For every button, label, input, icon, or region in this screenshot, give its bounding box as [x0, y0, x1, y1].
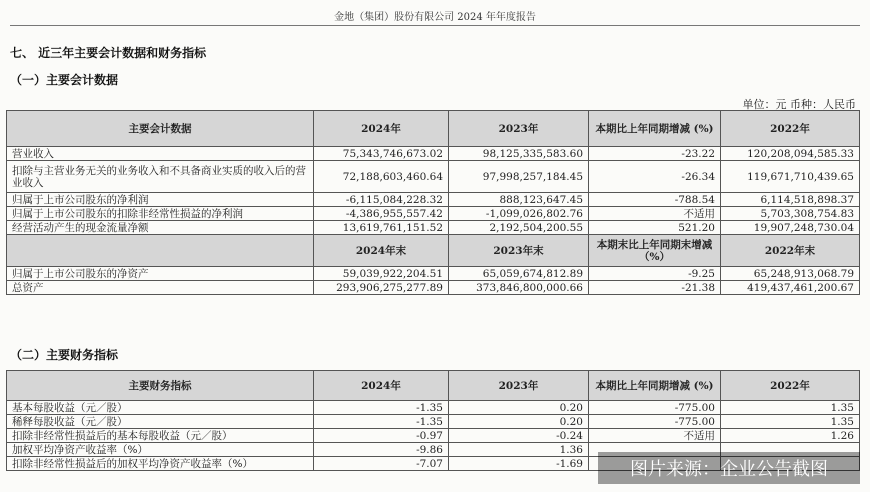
header-divider — [10, 25, 860, 26]
value-change: -21.38 — [589, 281, 721, 295]
table-row — [7, 161, 860, 193]
column-header: 2024年 — [314, 111, 449, 147]
table-header-row — [7, 371, 860, 401]
row-label: 扣除非经常性损益后的基本每股收益（元／股） — [7, 429, 314, 443]
value-2022: 119,671,710,439.65 — [721, 161, 860, 193]
value-change: -23.22 — [589, 147, 721, 161]
value-change: -26.34 — [589, 161, 721, 193]
row-label: 基本每股收益（元／股） — [7, 401, 314, 415]
row-label: 扣除非经常性损益后的加权平均净资产收益率（%） — [7, 457, 314, 471]
value-2024: -9.86 — [314, 443, 449, 457]
value-2024: -0.97 — [314, 429, 449, 443]
value-2023: 0.20 — [449, 415, 589, 429]
value-2023: -1,099,026,802.76 — [449, 207, 589, 221]
table-row — [7, 281, 860, 295]
table-row — [7, 415, 860, 429]
column-header: 主要会计数据 — [7, 111, 314, 147]
column-header: 2024年末 — [314, 235, 449, 267]
value-2023: -1.69 — [449, 457, 589, 471]
value-2022: 1.35 — [721, 401, 860, 415]
column-header: 2022年末 — [721, 235, 860, 267]
table-row — [7, 193, 860, 207]
value-2024: -4,386,955,557.42 — [314, 207, 449, 221]
value-2023: 373,846,800,000.66 — [449, 281, 589, 295]
value-2023: 65,059,674,812.89 — [449, 267, 589, 281]
value-2024: 75,343,746,673.02 — [314, 147, 449, 161]
row-label: 归属于上市公司股东的净资产 — [7, 267, 314, 281]
currency-unit: 单位：元 币种：人民币 — [742, 98, 856, 111]
value-change: -775.00 — [589, 401, 721, 415]
row-label: 经营活动产生的现金流量净额 — [7, 221, 314, 235]
value-2023: 0.20 — [449, 401, 589, 415]
column-header: 2023年 — [449, 371, 589, 401]
row-label: 总资产 — [7, 281, 314, 295]
value-2022: 419,437,461,200.67 — [721, 281, 860, 295]
column-header: 本期比上年同期增减 (%) — [589, 111, 721, 147]
value-change: -9.25 — [589, 267, 721, 281]
row-label: 归属于上市公司股东的净利润 — [7, 193, 314, 207]
value-2022: 19,907,248,730.04 — [721, 221, 860, 235]
value-2024: 293,906,275,277.89 — [314, 281, 449, 295]
value-2023: 2,192,504,200.55 — [449, 221, 589, 235]
value-change: 521.20 — [589, 221, 721, 235]
accounting-data-table — [6, 110, 860, 295]
value-2023: 98,125,335,583.60 — [449, 147, 589, 161]
value-2022: 6,114,518,898.37 — [721, 193, 860, 207]
value-2023: 1.36 — [449, 443, 589, 457]
column-header: 2024年 — [314, 371, 449, 401]
section-title: 七、 近三年主要会计数据和财务指标 — [10, 46, 207, 60]
table-row — [7, 221, 860, 235]
value-2022: 5,703,308,754.83 — [721, 207, 860, 221]
value-2024: -1.35 — [314, 415, 449, 429]
row-label: 扣除与主营业务无关的业务收入和不具备商业实质的收入后的营业收入 — [7, 161, 314, 193]
table-header-row — [7, 111, 860, 147]
financial-subtitle: （二）主要财务指标 — [10, 348, 119, 362]
table-subheader-row — [7, 235, 860, 267]
value-2024: 72,188,603,460.64 — [314, 161, 449, 193]
value-2024: 59,039,922,204.51 — [314, 267, 449, 281]
value-2023: -0.24 — [449, 429, 589, 443]
row-label: 营业收入 — [7, 147, 314, 161]
value-2022: 1.26 — [721, 429, 860, 443]
value-2023: 97,998,257,184.45 — [449, 161, 589, 193]
table-row — [7, 207, 860, 221]
value-change: 不适用 — [589, 207, 721, 221]
value-2024: -7.07 — [314, 457, 449, 471]
column-header: 本期末比上年同期末增减（%） — [589, 235, 721, 267]
value-2022: 120,208,094,585.33 — [721, 147, 860, 161]
image-source-watermark: 图片来源：企业公告截图 — [598, 452, 860, 484]
table-row — [7, 147, 860, 161]
column-header: 本期比上年同期增减 (%) — [589, 371, 721, 401]
row-label: 加权平均净资产收益率（%） — [7, 443, 314, 457]
value-2022: 1.35 — [721, 415, 860, 429]
column-header: 2023年 — [449, 111, 589, 147]
column-header: 2023年末 — [449, 235, 589, 267]
table-row — [7, 429, 860, 443]
value-2024: -1.35 — [314, 401, 449, 415]
value-2022: 65,248,913,068.79 — [721, 267, 860, 281]
row-label: 稀释每股收益（元／股） — [7, 415, 314, 429]
value-change: 不适用 — [589, 429, 721, 443]
report-header: 金地（集团）股份有限公司 2024 年年度报告 — [334, 12, 536, 23]
value-change: -788.54 — [589, 193, 721, 207]
column-header: 2022年 — [721, 111, 860, 147]
value-change: -775.00 — [589, 415, 721, 429]
column-header: 主要财务指标 — [7, 371, 314, 401]
value-2024: -6,115,084,228.32 — [314, 193, 449, 207]
table-row — [7, 401, 860, 415]
column-header — [7, 235, 314, 267]
value-2023: 888,123,647.45 — [449, 193, 589, 207]
accounting-subtitle: （一）主要会计数据 — [10, 73, 119, 87]
row-label: 归属于上市公司股东的扣除非经常性损益的净利润 — [7, 207, 314, 221]
table-row — [7, 267, 860, 281]
column-header: 2022年 — [721, 371, 860, 401]
value-2024: 13,619,761,151.52 — [314, 221, 449, 235]
